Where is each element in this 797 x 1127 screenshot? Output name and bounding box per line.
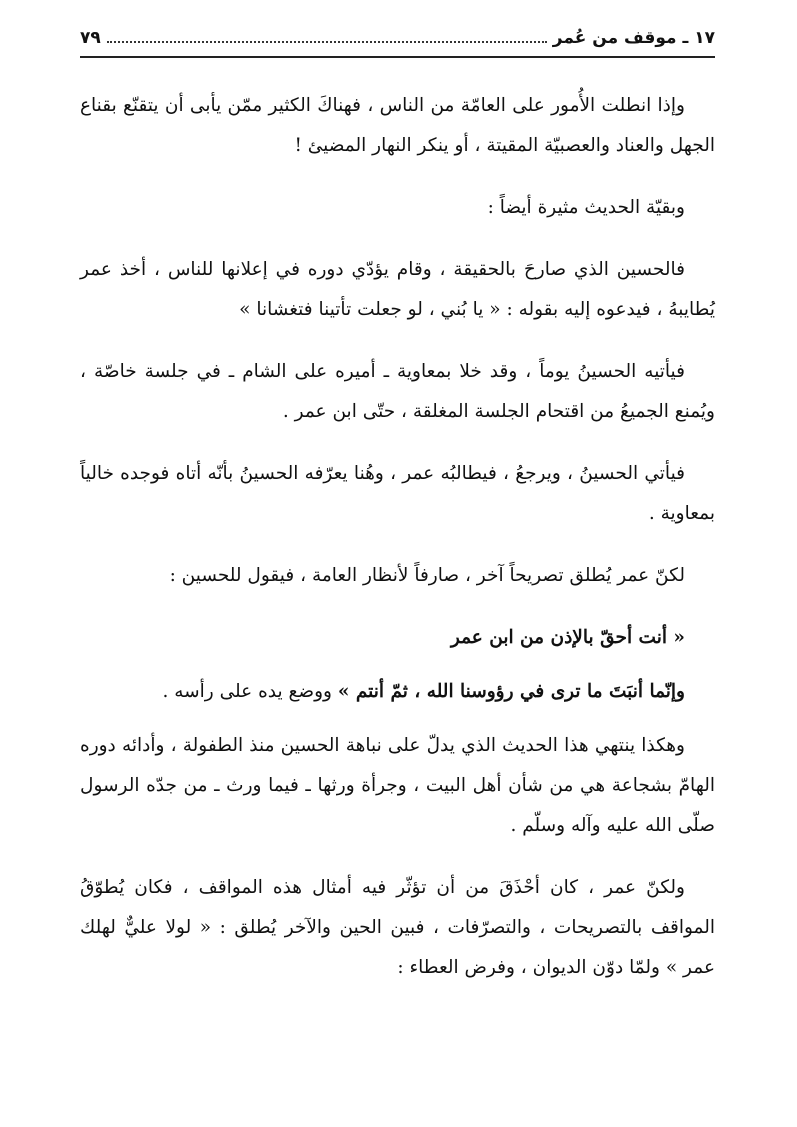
- header-dot-leader: [107, 41, 547, 43]
- paragraph-5: فيأتي الحسينُ ، ويرجعُ ، فيطالبُه عمر ، وهُنا يعرّفه الحسينُ بأنّه أتاه فوجده خالياً بمعاوية .: [80, 463, 715, 524]
- quote-line-1: « أنت أحقّ بالإذن من ابن عمر: [450, 627, 685, 648]
- quote-line-2-bold: وإنّما أنبَتَ ما ترى في رؤوسنا الله ، ثمّ أنتم »: [337, 681, 685, 702]
- quote-line-2-tail: ووضع يده على رأسه .: [162, 681, 338, 702]
- paragraph-8: ولكنّ عمر ، كان أحْذَقَ من أن تؤثّر فيه أمثال هذه المواقف ، فكان يُطوّقُ المواقف بالتصريحات ، والتصرّفات ، فبين الحين والآخر يُطلق : « لولا عليٌّ لهلك عمر » ولمّا دوّن الديوان ، وفرض العطاء :: [80, 877, 715, 978]
- paragraph-6: لكنّ عمر يُطلق تصريحاً آخر ، صارفاً لأنظار العامة ، فيقول للحسين :: [169, 565, 685, 586]
- page-number: ٧٩: [80, 28, 101, 48]
- paragraph-3: فالحسين الذي صارحَ بالحقيقة ، وقام يؤدّي دوره في إعلانها للناس ، أخذ عمر يُطايبهُ ، فيدعوه إليه بقوله : « يا بُني ، لو جعلت تأتينا فتغشانا »: [80, 259, 715, 320]
- chapter-title: ١٧ ـ موقف من عُمر: [552, 28, 715, 48]
- running-header: [80, 28, 715, 56]
- header-rule: [80, 56, 715, 58]
- paragraph-4: فيأتيه الحسينُ يوماً ، وقد خلا بمعاوية ـ أميره على الشام ـ في جلسة خاصّة ، ويُمنع الجميعُ من اقتحام الجلسة المغلقة ، حتّى ابن عمر .: [80, 361, 715, 422]
- paragraph-7: وهكذا ينتهي هذا الحديث الذي يدلّ على نباهة الحسين منذ الطفولة ، وأدائه دوره الهامّ بشجاعة هي من شأن أهل البيت ، وجرأة ورثها ـ فيما ورث ـ من جدّه الرسول صلّى الله عليه وآله وسلّم .: [80, 735, 715, 836]
- paragraph-2: وبقيّة الحديث مثيرة أيضاً :: [487, 197, 685, 218]
- quote-line-2: [80, 672, 715, 712]
- paragraph-1: وإذا انطلت الأُمور على العامّة من الناس ، فهناكَ الكثير ممّن يأبى أن يتقنّع بقناع الجهل والعناد والعصبيّة المقيتة ، أو ينكر النهار المضيئ !: [80, 95, 715, 156]
